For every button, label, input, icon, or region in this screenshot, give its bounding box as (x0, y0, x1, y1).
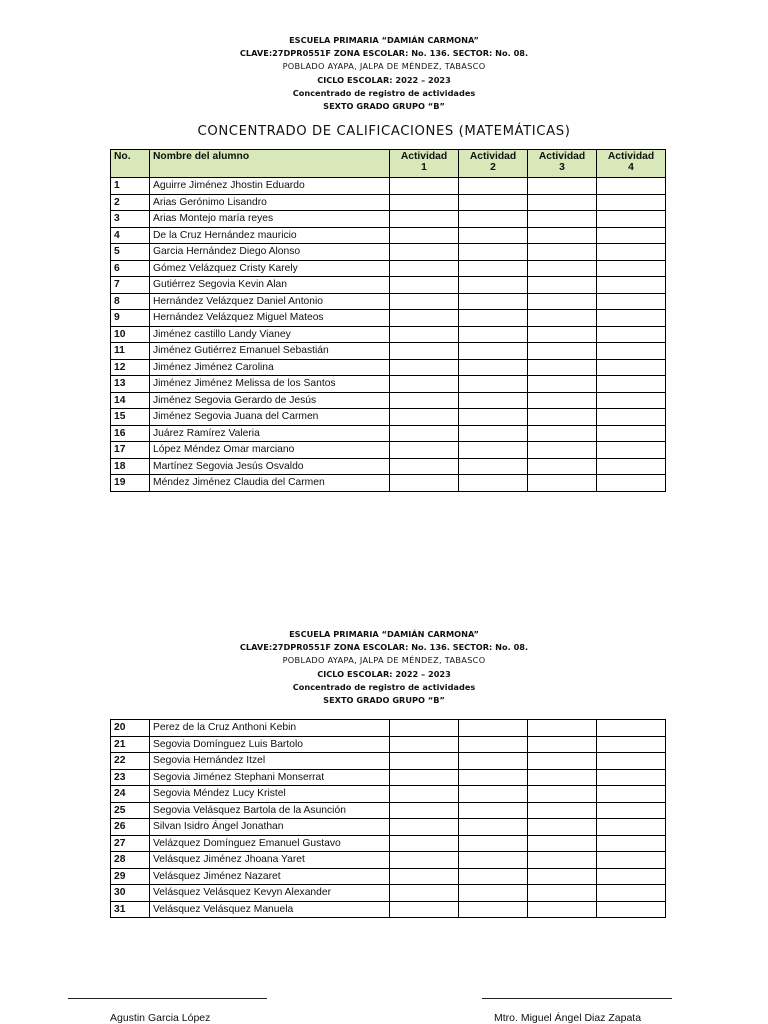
school-clave: CLAVE:27DPR0551F ZONA ESCOLAR: No. 136. SECTOR: No. 08. (239, 642, 529, 653)
grade-cell-activity-4[interactable] (597, 475, 666, 492)
grade-cell-activity-3[interactable] (528, 359, 597, 376)
header-name: Nombre del alumno (150, 150, 390, 178)
student-name: Perez de la Cruz Anthoni Kebin (150, 720, 390, 737)
grade-cell-activity-4[interactable] (597, 260, 666, 277)
document-header (0, 34, 768, 113)
table-row (111, 835, 666, 852)
grade-cell-activity-2[interactable] (459, 802, 528, 819)
grade-cell-activity-4[interactable] (597, 194, 666, 211)
grade-cell-activity-4[interactable] (597, 326, 666, 343)
grade-cell-activity-3[interactable] (528, 852, 597, 869)
grade-cell-activity-1[interactable] (390, 736, 459, 753)
grade-cell-activity-1[interactable] (390, 409, 459, 426)
grade-cell-activity-1[interactable] (390, 359, 459, 376)
grade-cell-activity-2[interactable] (459, 819, 528, 836)
student-name: Jiménez Jiménez Melissa de los Santos (150, 376, 390, 393)
header-activity-4: Actividad 4 (597, 150, 666, 178)
student-number: 7 (111, 277, 150, 294)
grade-cell-activity-4[interactable] (597, 425, 666, 442)
school-name: ESCUELA PRIMARIA “DAMIÁN CARMONA” (289, 629, 479, 639)
grade-cell-activity-3[interactable] (528, 178, 597, 195)
grade-cell-activity-3[interactable] (528, 326, 597, 343)
grade-cell-activity-3[interactable] (528, 376, 597, 393)
student-name: Gutiérrez Segovia Kevin Alan (150, 277, 390, 294)
student-number: 30 (111, 885, 150, 902)
document-header-page2 (0, 628, 768, 707)
grade-cell-activity-2[interactable] (459, 458, 528, 475)
grade-cell-activity-2[interactable] (459, 868, 528, 885)
student-name: Jiménez Segovia Juana del Carmen (150, 409, 390, 426)
grade-cell-activity-1[interactable] (390, 376, 459, 393)
grade-cell-activity-4[interactable] (597, 227, 666, 244)
table-row (111, 458, 666, 475)
student-name: Martínez Segovia Jesús Osvaldo (150, 458, 390, 475)
grade-cell-activity-3[interactable] (528, 458, 597, 475)
grade-cell-activity-4[interactable] (597, 442, 666, 459)
grade-cell-activity-3[interactable] (528, 227, 597, 244)
student-number: 6 (111, 260, 150, 277)
grade-cell-activity-4[interactable] (597, 211, 666, 228)
student-number: 25 (111, 802, 150, 819)
student-number: 24 (111, 786, 150, 803)
student-number: 4 (111, 227, 150, 244)
student-name: Velásquez Velásquez Kevyn Alexander (150, 885, 390, 902)
grade-cell-activity-1[interactable] (390, 227, 459, 244)
table-row (111, 720, 666, 737)
grade-cell-activity-4[interactable] (597, 409, 666, 426)
student-number: 2 (111, 194, 150, 211)
grade-cell-activity-1[interactable] (390, 260, 459, 277)
grade-cell-activity-2[interactable] (459, 194, 528, 211)
grade-cell-activity-2[interactable] (459, 475, 528, 492)
grade-cell-activity-4[interactable] (597, 458, 666, 475)
student-name: Méndez Jiménez Claudia del Carmen (150, 475, 390, 492)
student-number: 16 (111, 425, 150, 442)
student-number: 10 (111, 326, 150, 343)
table-row (111, 425, 666, 442)
grade-cell-activity-2[interactable] (459, 244, 528, 261)
grade-cell-activity-3[interactable] (528, 343, 597, 360)
student-number: 1 (111, 178, 150, 195)
grade-cell-activity-4[interactable] (597, 293, 666, 310)
school-location: POBLADO AYAPA, JALPA DE MÉNDEZ, TABASCO (282, 655, 486, 666)
table-row (111, 901, 666, 918)
grade-cell-activity-1[interactable] (390, 753, 459, 770)
grade-cell-activity-4[interactable] (597, 753, 666, 770)
student-name: Arias Montejo maría reyes (150, 211, 390, 228)
student-number: 14 (111, 392, 150, 409)
header-no: No. (111, 150, 150, 178)
grade-cell-activity-1[interactable] (390, 868, 459, 885)
grade-cell-activity-1[interactable] (390, 293, 459, 310)
student-name: Jiménez Gutiérrez Emanuel Sebastián (150, 343, 390, 360)
grade-cell-activity-3[interactable] (528, 786, 597, 803)
grades-table-page2 (110, 719, 666, 918)
grade-cell-activity-4[interactable] (597, 178, 666, 195)
student-number: 22 (111, 753, 150, 770)
student-number: 31 (111, 901, 150, 918)
student-name: Velásquez Jiménez Nazaret (150, 868, 390, 885)
table-row (111, 293, 666, 310)
grade-cell-activity-3[interactable] (528, 736, 597, 753)
table-header-row (111, 150, 666, 178)
table-row (111, 885, 666, 902)
grade-cell-activity-4[interactable] (597, 786, 666, 803)
grade-cell-activity-1[interactable] (390, 310, 459, 327)
grade-cell-activity-2[interactable] (459, 852, 528, 869)
grade-cell-activity-2[interactable] (459, 835, 528, 852)
grade-cell-activity-3[interactable] (528, 310, 597, 327)
student-number: 26 (111, 819, 150, 836)
grade-cell-activity-4[interactable] (597, 819, 666, 836)
student-number: 13 (111, 376, 150, 393)
grade-cell-activity-1[interactable] (390, 475, 459, 492)
grade-cell-activity-1[interactable] (390, 244, 459, 261)
grade-cell-activity-3[interactable] (528, 442, 597, 459)
table-row (111, 310, 666, 327)
grade-cell-activity-1[interactable] (390, 852, 459, 869)
school-name: ESCUELA PRIMARIA “DAMIÁN CARMONA” (289, 35, 479, 45)
grade-cell-activity-1[interactable] (390, 720, 459, 737)
student-number: 11 (111, 343, 150, 360)
signature-line-right (482, 998, 672, 999)
grade-cell-activity-2[interactable] (459, 720, 528, 737)
header-activity-3: Actividad 3 (528, 150, 597, 178)
student-number: 5 (111, 244, 150, 261)
grade-cell-activity-1[interactable] (390, 343, 459, 360)
table-row (111, 475, 666, 492)
table-row (111, 359, 666, 376)
student-number: 3 (111, 211, 150, 228)
grade-cell-activity-3[interactable] (528, 194, 597, 211)
grade-cell-activity-1[interactable] (390, 425, 459, 442)
school-location: POBLADO AYAPA, JALPA DE MÉNDEZ, TABASCO (282, 61, 486, 72)
grade-cell-activity-2[interactable] (459, 227, 528, 244)
student-name: Segovia Méndez Lucy Kristel (150, 786, 390, 803)
grade-cell-activity-1[interactable] (390, 769, 459, 786)
grade-cell-activity-2[interactable] (459, 786, 528, 803)
student-name: Velázquez Domínguez Emanuel Gustavo (150, 835, 390, 852)
grade-cell-activity-3[interactable] (528, 753, 597, 770)
student-name: Gómez Velázquez Cristy Karely (150, 260, 390, 277)
grade-cell-activity-4[interactable] (597, 852, 666, 869)
document-subtitle: Concentrado de registro de actividades (292, 681, 476, 692)
document-subtitle: Concentrado de registro de actividades (292, 87, 476, 98)
grade-cell-activity-4[interactable] (597, 769, 666, 786)
grade-cell-activity-4[interactable] (597, 885, 666, 902)
grade-cell-activity-4[interactable] (597, 392, 666, 409)
grade-cell-activity-2[interactable] (459, 425, 528, 442)
student-name: Segovia Domínguez Luis Bartolo (150, 736, 390, 753)
grade-cell-activity-2[interactable] (459, 376, 528, 393)
table-row (111, 852, 666, 869)
table-row (111, 260, 666, 277)
page-title: CONCENTRADO DE CALIFICACIONES (MATEMÁTICAS) (197, 124, 571, 139)
student-number: 28 (111, 852, 150, 869)
student-name: Garcia Hernández Diego Alonso (150, 244, 390, 261)
student-name: López Méndez Omar marciano (150, 442, 390, 459)
grade-cell-activity-4[interactable] (597, 736, 666, 753)
student-number: 29 (111, 868, 150, 885)
grade-cell-activity-4[interactable] (597, 376, 666, 393)
student-name: De la Cruz Hernández mauricio (150, 227, 390, 244)
table-row (111, 753, 666, 770)
student-number: 12 (111, 359, 150, 376)
grade-cell-activity-1[interactable] (390, 819, 459, 836)
signature-name-left: Agustin Garcia López (110, 1012, 211, 1024)
grade-cell-activity-4[interactable] (597, 901, 666, 918)
grade-cell-activity-3[interactable] (528, 868, 597, 885)
school-cycle: CICLO ESCOLAR: 2022 – 2023 (317, 668, 451, 679)
grade-cell-activity-3[interactable] (528, 392, 597, 409)
table-row (111, 244, 666, 261)
student-number: 9 (111, 310, 150, 327)
grade-cell-activity-1[interactable] (390, 901, 459, 918)
grade-cell-activity-2[interactable] (459, 736, 528, 753)
table-row (111, 442, 666, 459)
student-number: 15 (111, 409, 150, 426)
grade-cell-activity-3[interactable] (528, 260, 597, 277)
grade-cell-activity-2[interactable] (459, 409, 528, 426)
grade-cell-activity-2[interactable] (459, 901, 528, 918)
table-row (111, 277, 666, 294)
student-name: Velásquez Velásquez Manuela (150, 901, 390, 918)
table-row (111, 343, 666, 360)
student-name: Aguirre Jiménez Jhostin Eduardo (150, 178, 390, 195)
header-activity-2: Actividad 2 (459, 150, 528, 178)
grade-cell-activity-3[interactable] (528, 885, 597, 902)
grade-cell-activity-1[interactable] (390, 835, 459, 852)
student-name: Juárez Ramírez Valeria (150, 425, 390, 442)
grade-cell-activity-1[interactable] (390, 211, 459, 228)
school-clave: CLAVE:27DPR0551F ZONA ESCOLAR: No. 136. SECTOR: No. 08. (239, 48, 529, 59)
grade-cell-activity-3[interactable] (528, 425, 597, 442)
student-name: Segovia Jiménez Stephani Monserrat (150, 769, 390, 786)
grade-cell-activity-2[interactable] (459, 343, 528, 360)
grade-cell-activity-3[interactable] (528, 277, 597, 294)
grade-cell-activity-1[interactable] (390, 802, 459, 819)
grade-cell-activity-1[interactable] (390, 194, 459, 211)
group-label: SEXTO GRADO GRUPO “B” (323, 695, 445, 706)
student-name: Jiménez Segovia Gerardo de Jesús (150, 392, 390, 409)
student-name: Jiménez Jiménez Carolina (150, 359, 390, 376)
grades-table-page1 (110, 149, 666, 492)
grade-cell-activity-2[interactable] (459, 178, 528, 195)
student-name: Silvan Isidro Ángel Jonathan (150, 819, 390, 836)
grade-cell-activity-3[interactable] (528, 769, 597, 786)
grade-cell-activity-2[interactable] (459, 392, 528, 409)
grade-cell-activity-4[interactable] (597, 277, 666, 294)
grade-cell-activity-1[interactable] (390, 786, 459, 803)
grade-cell-activity-2[interactable] (459, 326, 528, 343)
grade-cell-activity-2[interactable] (459, 359, 528, 376)
table-row (111, 194, 666, 211)
student-number: 17 (111, 442, 150, 459)
grade-cell-activity-4[interactable] (597, 359, 666, 376)
group-label: SEXTO GRADO GRUPO “B” (323, 101, 445, 112)
table-row (111, 802, 666, 819)
table-row (111, 786, 666, 803)
grade-cell-activity-3[interactable] (528, 475, 597, 492)
grade-cell-activity-3[interactable] (528, 211, 597, 228)
grade-cell-activity-4[interactable] (597, 835, 666, 852)
grade-cell-activity-4[interactable] (597, 720, 666, 737)
grade-cell-activity-1[interactable] (390, 178, 459, 195)
grade-cell-activity-2[interactable] (459, 260, 528, 277)
student-number: 18 (111, 458, 150, 475)
student-name: Segovia Hernández Itzel (150, 753, 390, 770)
table-row (111, 769, 666, 786)
grade-cell-activity-2[interactable] (459, 885, 528, 902)
grade-cell-activity-3[interactable] (528, 835, 597, 852)
grade-cell-activity-1[interactable] (390, 326, 459, 343)
grade-cell-activity-2[interactable] (459, 442, 528, 459)
student-number: 23 (111, 769, 150, 786)
grade-cell-activity-4[interactable] (597, 868, 666, 885)
student-name: Velásquez Jiménez Jhoana Yaret (150, 852, 390, 869)
grade-cell-activity-3[interactable] (528, 293, 597, 310)
grade-cell-activity-4[interactable] (597, 802, 666, 819)
grade-cell-activity-3[interactable] (528, 901, 597, 918)
grade-cell-activity-2[interactable] (459, 211, 528, 228)
student-name: Arias Gerónimo Lisandro (150, 194, 390, 211)
school-cycle: CICLO ESCOLAR: 2022 – 2023 (317, 74, 451, 85)
grade-cell-activity-4[interactable] (597, 310, 666, 327)
grade-cell-activity-1[interactable] (390, 442, 459, 459)
student-name: Jiménez castillo Landy Vianey (150, 326, 390, 343)
header-activity-1: Actividad 1 (390, 150, 459, 178)
student-number: 27 (111, 835, 150, 852)
grade-cell-activity-1[interactable] (390, 277, 459, 294)
grade-cell-activity-1[interactable] (390, 458, 459, 475)
grade-cell-activity-2[interactable] (459, 293, 528, 310)
student-number: 21 (111, 736, 150, 753)
grade-cell-activity-1[interactable] (390, 885, 459, 902)
student-name: Segovia Velásquez Bartola de la Asunción (150, 802, 390, 819)
grade-cell-activity-3[interactable] (528, 409, 597, 426)
student-number: 19 (111, 475, 150, 492)
signature-name-right: Mtro. Miguel Ángel Diaz Zapata (494, 1012, 642, 1024)
grade-cell-activity-3[interactable] (528, 802, 597, 819)
grade-cell-activity-2[interactable] (459, 769, 528, 786)
grade-cell-activity-3[interactable] (528, 819, 597, 836)
student-number: 20 (111, 720, 150, 737)
table-row (111, 376, 666, 393)
table-row (111, 178, 666, 195)
grade-cell-activity-2[interactable] (459, 277, 528, 294)
grade-cell-activity-4[interactable] (597, 244, 666, 261)
table-row (111, 211, 666, 228)
table-row (111, 227, 666, 244)
student-name: Hernández Velázquez Daniel Antonio (150, 293, 390, 310)
table-row (111, 868, 666, 885)
table-row (111, 819, 666, 836)
student-name: Hernández Velázquez Miguel Mateos (150, 310, 390, 327)
grade-cell-activity-4[interactable] (597, 343, 666, 360)
table-row (111, 409, 666, 426)
table-row (111, 736, 666, 753)
student-number: 8 (111, 293, 150, 310)
table-row (111, 392, 666, 409)
signature-line-left (68, 998, 267, 999)
table-row (111, 326, 666, 343)
grade-cell-activity-2[interactable] (459, 310, 528, 327)
grade-cell-activity-3[interactable] (528, 720, 597, 737)
grade-cell-activity-3[interactable] (528, 244, 597, 261)
grade-cell-activity-1[interactable] (390, 392, 459, 409)
grade-cell-activity-2[interactable] (459, 753, 528, 770)
